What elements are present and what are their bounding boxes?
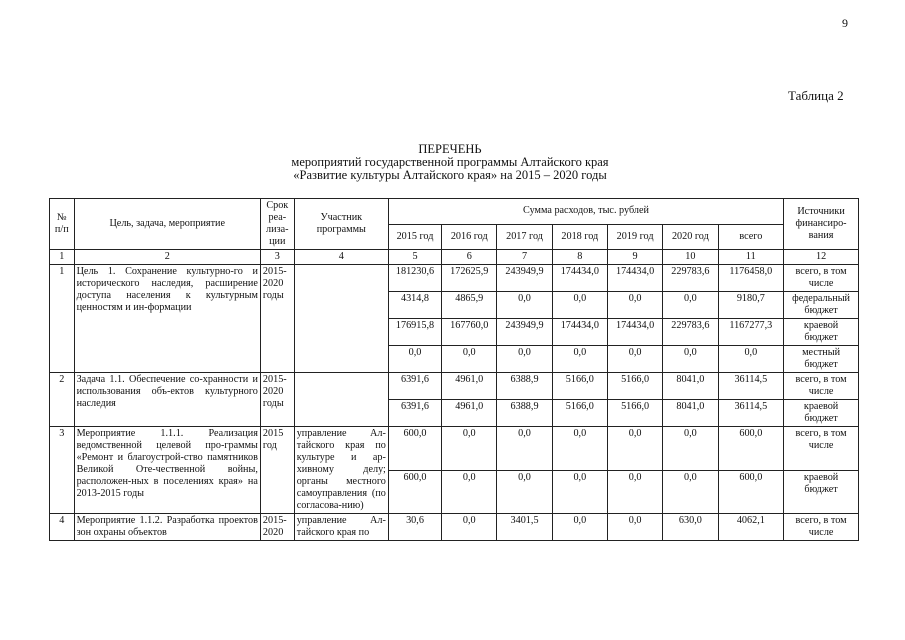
row-number: 2 — [50, 373, 75, 427]
amount-cell: 0,0 — [388, 346, 441, 373]
amount-cell: 6391,6 — [388, 373, 441, 400]
amount-cell: 600,0 — [388, 470, 441, 514]
amount-cell: 243949,9 — [497, 265, 552, 292]
table-row — [50, 265, 859, 292]
page-number: 9 — [842, 16, 848, 30]
funding-source: всего, в том числе — [784, 427, 859, 471]
amount-cell: 4865,9 — [442, 292, 497, 319]
amount-cell: 0,0 — [442, 346, 497, 373]
amount-cell: 0,0 — [552, 470, 607, 514]
amount-cell: 0,0 — [552, 292, 607, 319]
row-number: 4 — [50, 514, 75, 541]
column-number: 11 — [718, 250, 784, 265]
amount-cell: 0,0 — [497, 470, 552, 514]
amount-cell: 4961,0 — [442, 400, 497, 427]
amount-cell: 600,0 — [718, 470, 784, 514]
header-year: 2016 год — [442, 224, 497, 250]
amount-cell: 1167277,3 — [718, 319, 784, 346]
amount-cell: 4314,8 — [388, 292, 441, 319]
table-row — [50, 427, 859, 471]
row-term: 2015-2020 годы — [260, 265, 294, 373]
amount-cell: 600,0 — [388, 427, 441, 471]
column-number: 8 — [552, 250, 607, 265]
title-line-3: «Развитие культуры Алтайского края» на 2015 – 2020 годы — [293, 168, 607, 182]
row-participant — [294, 265, 388, 373]
amount-cell: 630,0 — [663, 514, 718, 541]
header-year: 2019 год — [607, 224, 662, 250]
amount-cell: 5166,0 — [552, 373, 607, 400]
amount-cell: 0,0 — [442, 470, 497, 514]
header-term: Срок реа-лиза-ции — [260, 199, 294, 250]
amount-cell: 0,0 — [607, 292, 662, 319]
row-participant — [294, 373, 388, 427]
row-number: 1 — [50, 265, 75, 373]
column-number: 9 — [607, 250, 662, 265]
amount-cell: 5166,0 — [552, 400, 607, 427]
amount-cell: 6391,6 — [388, 400, 441, 427]
row-term: 2015 год — [260, 427, 294, 514]
amount-cell: 36114,5 — [718, 373, 784, 400]
table-row — [50, 514, 859, 541]
amount-cell: 181230,6 — [388, 265, 441, 292]
funding-source: всего, в том числе — [784, 265, 859, 292]
amount-cell: 0,0 — [607, 427, 662, 471]
amount-cell: 0,0 — [607, 470, 662, 514]
amount-cell: 6388,9 — [497, 373, 552, 400]
amount-cell: 8041,0 — [663, 373, 718, 400]
header-sum-group: Сумма расходов, тыс. рублей — [388, 199, 783, 225]
header-year: 2017 год — [497, 224, 552, 250]
column-number: 7 — [497, 250, 552, 265]
amount-cell: 172625,9 — [442, 265, 497, 292]
funding-source: краевой бюджет — [784, 319, 859, 346]
amount-cell: 229783,6 — [663, 265, 718, 292]
title-line-2: мероприятий государственной программы Алтайского края — [291, 155, 609, 169]
row-goal: Задача 1.1. Обеспечение со-хранности и использования объ-ектов культурного наследия — [74, 373, 260, 427]
amount-cell: 0,0 — [718, 346, 784, 373]
amount-cell: 3401,5 — [497, 514, 552, 541]
column-number: 5 — [388, 250, 441, 265]
funding-source: всего, в том числе — [784, 514, 859, 541]
document-title — [200, 143, 700, 182]
header-year: всего — [718, 224, 784, 250]
amount-cell: 243949,9 — [497, 319, 552, 346]
row-goal: Мероприятие 1.1.2. Разработка проектов зон охраны объектов — [74, 514, 260, 541]
row-term: 2015-2020 — [260, 514, 294, 541]
row-goal: Мероприятие 1.1.1. Реализация ведомственной целевой про-граммы «Ремонт и благоустрой-ство памятников Великой Оте-чественной войны, расположен-ных в поселениях края» на 2013-2015 годы — [74, 427, 260, 514]
amount-cell: 5166,0 — [607, 400, 662, 427]
amount-cell: 0,0 — [442, 427, 497, 471]
row-term: 2015-2020 годы — [260, 373, 294, 427]
amount-cell: 0,0 — [552, 427, 607, 471]
amount-cell: 36114,5 — [718, 400, 784, 427]
row-participant: управление Ал-тайского края по — [294, 514, 388, 541]
amount-cell: 4961,0 — [442, 373, 497, 400]
table-label: Таблица 2 — [788, 88, 844, 103]
header-sources: Источники финансиро-вания — [784, 199, 859, 250]
amount-cell: 174434,0 — [607, 265, 662, 292]
amount-cell: 0,0 — [607, 346, 662, 373]
amount-cell: 0,0 — [497, 292, 552, 319]
amount-cell: 174434,0 — [552, 319, 607, 346]
amount-cell: 30,6 — [388, 514, 441, 541]
amount-cell: 0,0 — [607, 514, 662, 541]
header-year: 2020 год — [663, 224, 718, 250]
amount-cell: 0,0 — [663, 427, 718, 471]
title-line-1: ПЕРЕЧЕНЬ — [418, 142, 482, 156]
amount-cell: 6388,9 — [497, 400, 552, 427]
header-participant: Участник программы — [294, 199, 388, 250]
activities-table — [49, 198, 859, 541]
amount-cell: 8041,0 — [663, 400, 718, 427]
funding-source: краевой бюджет — [784, 400, 859, 427]
column-number: 10 — [663, 250, 718, 265]
funding-source: федеральный бюджет — [784, 292, 859, 319]
amount-cell: 0,0 — [442, 514, 497, 541]
amount-cell: 600,0 — [718, 427, 784, 471]
header-year: 2015 год — [388, 224, 441, 250]
column-number: 1 — [50, 250, 75, 265]
amount-cell: 0,0 — [663, 346, 718, 373]
column-number: 2 — [74, 250, 260, 265]
amount-cell: 176915,8 — [388, 319, 441, 346]
amount-cell: 0,0 — [552, 514, 607, 541]
row-goal: Цель 1. Сохранение культурно-го и исторического наследия, расширение доступа населения к культурным ценностям и ин-формации — [74, 265, 260, 373]
column-number: 6 — [442, 250, 497, 265]
header-num: № п/п — [50, 199, 75, 250]
column-number: 3 — [260, 250, 294, 265]
amount-cell: 0,0 — [497, 346, 552, 373]
header-goal: Цель, задача, мероприятие — [74, 199, 260, 250]
amount-cell: 0,0 — [552, 346, 607, 373]
amount-cell: 4062,1 — [718, 514, 784, 541]
amount-cell: 1176458,0 — [718, 265, 784, 292]
column-number: 4 — [294, 250, 388, 265]
amount-cell: 229783,6 — [663, 319, 718, 346]
amount-cell: 174434,0 — [607, 319, 662, 346]
row-number: 3 — [50, 427, 75, 514]
funding-source: краевой бюджет — [784, 470, 859, 514]
funding-source: всего, в том числе — [784, 373, 859, 400]
amount-cell: 5166,0 — [607, 373, 662, 400]
header-year: 2018 год — [552, 224, 607, 250]
table-row — [50, 373, 859, 400]
amount-cell: 0,0 — [663, 470, 718, 514]
amount-cell: 9180,7 — [718, 292, 784, 319]
funding-source: местный бюджет — [784, 346, 859, 373]
row-participant: управление Ал-тайского края по культуре и ар-хивному делу; органы местного самоуправления (по согласова-нию) — [294, 427, 388, 514]
amount-cell: 0,0 — [497, 427, 552, 471]
amount-cell: 167760,0 — [442, 319, 497, 346]
amount-cell: 0,0 — [663, 292, 718, 319]
column-number: 12 — [784, 250, 859, 265]
amount-cell: 174434,0 — [552, 265, 607, 292]
